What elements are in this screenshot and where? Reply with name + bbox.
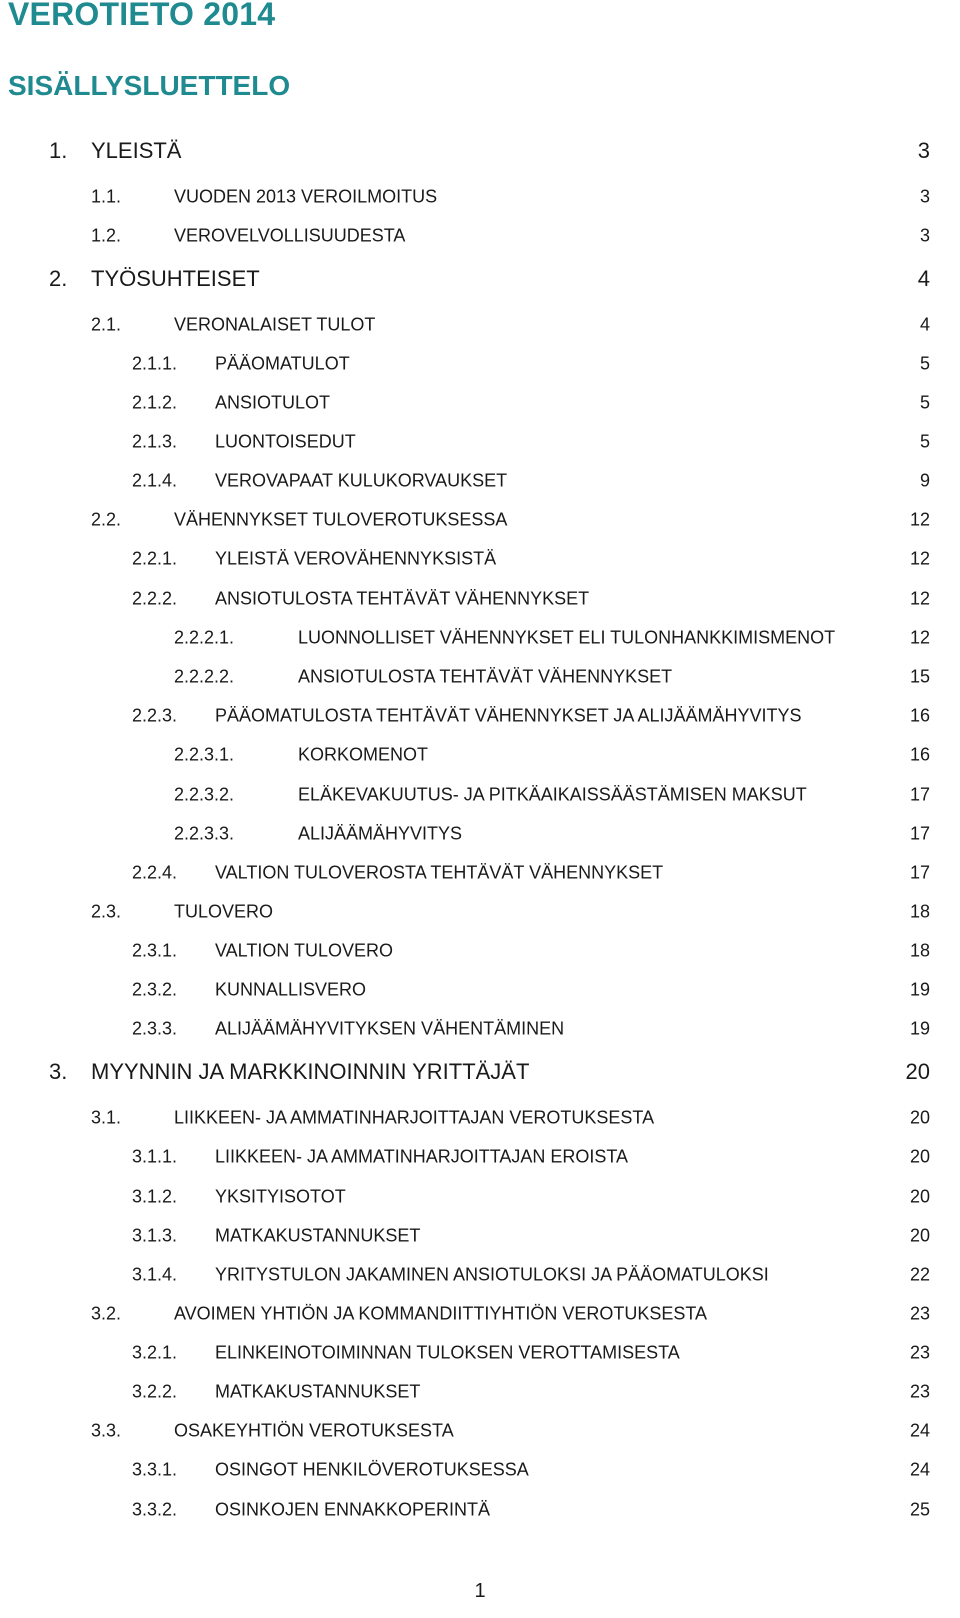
toc-entry[interactable] (0, 701, 960, 731)
toc-entry-page: 17 (909, 823, 930, 844)
toc-entry[interactable] (0, 662, 960, 692)
toc-entry-label: ANSIOTULOT (215, 392, 331, 413)
toc-entry-number: 3.3.2. (132, 1499, 178, 1520)
toc-entry[interactable] (0, 740, 960, 770)
toc-entry-number: 2.2. (91, 509, 122, 530)
toc-entry-page: 17 (909, 784, 930, 805)
toc-entry-number: 3.1.4. (132, 1264, 178, 1285)
toc-entry-label: ANSIOTULOSTA TEHTÄVÄT VÄHENNYKSET (215, 588, 590, 609)
toc-entry[interactable] (0, 1495, 960, 1525)
toc-entry-label: ELINKEINOTOIMINNAN TULOKSEN VEROTTAMISESTA (215, 1342, 680, 1363)
toc-entry[interactable] (0, 1416, 960, 1446)
toc-entry[interactable] (0, 388, 960, 418)
toc-entry[interactable] (0, 427, 960, 457)
toc-entry-number: 2.2.3. (132, 705, 178, 726)
toc-entry-number: 2.3.3. (132, 1018, 178, 1039)
toc-entry[interactable] (0, 1103, 960, 1133)
toc-entry-label: VALTION TULOVEROSTA TEHTÄVÄT VÄHENNYKSET (215, 862, 664, 883)
toc-entry-page: 3 (919, 225, 930, 246)
toc-entry-number: 2.2.4. (132, 862, 178, 883)
toc-entry-number: 1.2. (91, 225, 122, 246)
toc-entry-page: 16 (909, 705, 930, 726)
toc-entry[interactable] (0, 819, 960, 849)
toc-entry-label: TYÖSUHTEISET (91, 266, 260, 291)
toc-entry-page: 20 (909, 1186, 930, 1207)
toc-entry-label: VERONALAISET TULOT (174, 314, 376, 335)
toc-entry-label: PÄÄOMATULOT (215, 353, 350, 374)
toc-entry-number: 2.2.2.1. (174, 627, 235, 648)
toc-entry-page: 19 (909, 1018, 930, 1039)
toc-entry-page: 19 (909, 979, 930, 1000)
toc-entry-page: 5 (919, 431, 930, 452)
toc-entry-number: 2.1.3. (132, 431, 178, 452)
toc-entry-number: 2.2.3.1. (174, 744, 235, 765)
toc-heading: SISÄLLYSLUETTELO (8, 70, 291, 101)
toc-entry-number: 2.1.4. (132, 470, 178, 491)
toc-entry-label: LUONNOLLISET VÄHENNYKSET ELI TULONHANKKIMISMENOT (298, 627, 836, 648)
toc-entry-number: 2.2.2. (132, 588, 178, 609)
toc-entry[interactable] (0, 975, 960, 1005)
toc-entry[interactable] (0, 1455, 960, 1485)
toc-entry-page: 12 (909, 509, 930, 530)
toc-entry-number: 2.3.2. (132, 979, 178, 1000)
toc-entry-label: YLEISTÄ (91, 138, 182, 163)
toc-entry-label: MATKAKUSTANNUKSET (215, 1381, 421, 1402)
toc-entry-label: OSINGOT HENKILÖVEROTUKSESSA (215, 1459, 529, 1480)
toc-entry[interactable] (0, 584, 960, 614)
toc-entry-page: 24 (909, 1459, 930, 1480)
toc-entry[interactable] (0, 1377, 960, 1407)
toc-entry[interactable] (0, 1260, 960, 1290)
toc-entry-number: 3.1.3. (132, 1225, 178, 1246)
toc-entry-number: 1.1. (91, 186, 122, 207)
toc-entry-number: 2. (49, 266, 68, 291)
toc-entry-label: MYYNNIN JA MARKKINOINNIN YRITTÄJÄT (91, 1059, 530, 1084)
page-number: 1 (474, 1580, 486, 1602)
toc-entry-number: 2.1.2. (132, 392, 178, 413)
toc-entry-label: KUNNALLISVERO (215, 979, 367, 1000)
toc-entry[interactable] (0, 1299, 960, 1329)
toc-entry-label: MATKAKUSTANNUKSET (215, 1225, 421, 1246)
toc-entry-label: VÄHENNYKSET TULOVEROTUKSESSA (174, 509, 508, 530)
toc-entry[interactable] (0, 262, 960, 296)
toc-entry[interactable] (0, 780, 960, 810)
toc-entry-page: 24 (909, 1420, 930, 1441)
toc-entry-label: LUONTOISEDUT (215, 431, 356, 452)
toc-entry-page: 4 (917, 266, 930, 291)
toc-entry-page: 12 (909, 588, 930, 609)
toc-entry-number: 2.2.2.2. (174, 666, 235, 687)
toc-entry[interactable] (0, 1338, 960, 1368)
toc-entry-page: 12 (909, 627, 930, 648)
toc-entry[interactable] (0, 1221, 960, 1251)
toc-entry-page: 15 (909, 666, 930, 687)
toc-entry-number: 2.2.3.2. (174, 784, 235, 805)
toc-entry[interactable] (0, 466, 960, 496)
toc-entry-page: 25 (909, 1499, 930, 1520)
toc-entry-label: OSINKOJEN ENNAKKOPERINTÄ (215, 1499, 491, 1520)
document-title: VEROTIETO 2014 (8, 0, 276, 32)
toc-entry[interactable] (0, 1014, 960, 1044)
toc-entry-label: ELÄKEVAKUUTUS- JA PITKÄAIKAISSÄÄSTÄMISEN MAKSUT (298, 784, 807, 805)
toc-entry[interactable] (0, 310, 960, 340)
toc-entry-label: VALTION TULOVERO (215, 940, 394, 961)
toc-entry-page: 22 (909, 1264, 930, 1285)
toc-entry-label: YKSITYISOTOT (215, 1186, 346, 1207)
toc-entry-page: 20 (909, 1107, 930, 1128)
toc-entry-label: VEROVAPAAT KULUKORVAUKSET (215, 470, 508, 491)
toc-entry-number: 2.2.1. (132, 548, 178, 569)
toc-entry[interactable] (0, 936, 960, 966)
toc-entry-label: VEROVELVOLLISUUDESTA (174, 225, 406, 246)
toc-entry-label: ALIJÄÄMÄHYVITYS (298, 823, 463, 844)
toc-entry[interactable] (0, 134, 960, 168)
toc-entry-page: 3 (917, 138, 930, 163)
toc-entry-page: 18 (909, 901, 930, 922)
toc-entry-number: 3. (49, 1059, 68, 1084)
toc-entry-page: 17 (909, 862, 930, 883)
toc-entry-number: 2.3. (91, 901, 122, 922)
toc-entry-label: KORKOMENOT (298, 744, 429, 765)
toc-entry-label: OSAKEYHTIÖN VEROTUKSESTA (174, 1420, 454, 1441)
toc-entry[interactable] (0, 1182, 960, 1212)
toc-entry[interactable] (0, 1142, 960, 1172)
toc-entry-label: LIIKKEEN- JA AMMATINHARJOITTAJAN EROISTA (215, 1146, 629, 1167)
toc-entry-label: YLEISTÄ VEROVÄHENNYKSISTÄ (215, 548, 497, 569)
toc-entry-number: 3.3. (91, 1420, 122, 1441)
toc-entry-label: YRITYSTULON JAKAMINEN ANSIOTULOKSI JA PÄÄOMATULOKSI (215, 1264, 769, 1285)
toc-entry-number: 3.2.2. (132, 1381, 178, 1402)
toc-entry-page: 12 (909, 548, 930, 569)
toc-entry-number: 2.3.1. (132, 940, 178, 961)
toc-entry-number: 2.1. (91, 314, 122, 335)
toc-entry-number: 3.1.2. (132, 1186, 178, 1207)
toc-entry-number: 3.2. (91, 1303, 122, 1324)
toc-entry-number: 3.1.1. (132, 1146, 178, 1167)
toc-entry-number: 2.1.1. (132, 353, 178, 374)
toc-entry-number: 3.3.1. (132, 1459, 178, 1480)
toc-entry-label: TULOVERO (174, 901, 274, 922)
toc-entry-label: ALIJÄÄMÄHYVITYKSEN VÄHENTÄMINEN (215, 1018, 565, 1039)
toc-entry[interactable] (0, 221, 960, 251)
toc-entry-page: 9 (919, 470, 930, 491)
toc-entry-page: 23 (909, 1303, 930, 1324)
toc-entry[interactable] (0, 897, 960, 927)
toc-entry-page: 16 (909, 744, 930, 765)
toc-entry[interactable] (0, 1055, 960, 1089)
toc-entry-page: 20 (909, 1146, 930, 1167)
toc-entry[interactable] (0, 623, 960, 653)
toc-entry-page: 23 (909, 1381, 930, 1402)
toc-entry[interactable] (0, 858, 960, 888)
toc-entry-label: ANSIOTULOSTA TEHTÄVÄT VÄHENNYKSET (298, 666, 673, 687)
toc-entry-page: 18 (909, 940, 930, 961)
toc-entry-number: 2.2.3.3. (174, 823, 235, 844)
toc-entry-page: 23 (909, 1342, 930, 1363)
toc-entry-label: VUODEN 2013 VEROILMOITUS (174, 186, 438, 207)
toc-entry-label: AVOIMEN YHTIÖN JA KOMMANDIITTIYHTIÖN VEROTUKSESTA (174, 1303, 708, 1324)
toc-entry-page: 5 (919, 353, 930, 374)
toc-entry-page: 5 (919, 392, 930, 413)
toc-entry-label: LIIKKEEN- JA AMMATINHARJOITTAJAN VEROTUKSESTA (174, 1107, 655, 1128)
toc-entry-page: 20 (909, 1225, 930, 1246)
toc-entry-number: 1. (49, 138, 68, 163)
toc-entry[interactable] (0, 182, 960, 212)
toc-entry-label: PÄÄOMATULOSTA TEHTÄVÄT VÄHENNYKSET JA ALIJÄÄMÄHYVITYS (215, 705, 802, 726)
toc-entry-number: 3.2.1. (132, 1342, 178, 1363)
toc-entry-number: 3.1. (91, 1107, 122, 1128)
toc-entry-page: 20 (905, 1059, 930, 1084)
toc-entry[interactable] (0, 349, 960, 379)
toc-entry-page: 3 (919, 186, 930, 207)
toc-entry-page: 4 (919, 314, 930, 335)
toc-entry[interactable] (0, 505, 960, 535)
toc-entry[interactable] (0, 544, 960, 574)
